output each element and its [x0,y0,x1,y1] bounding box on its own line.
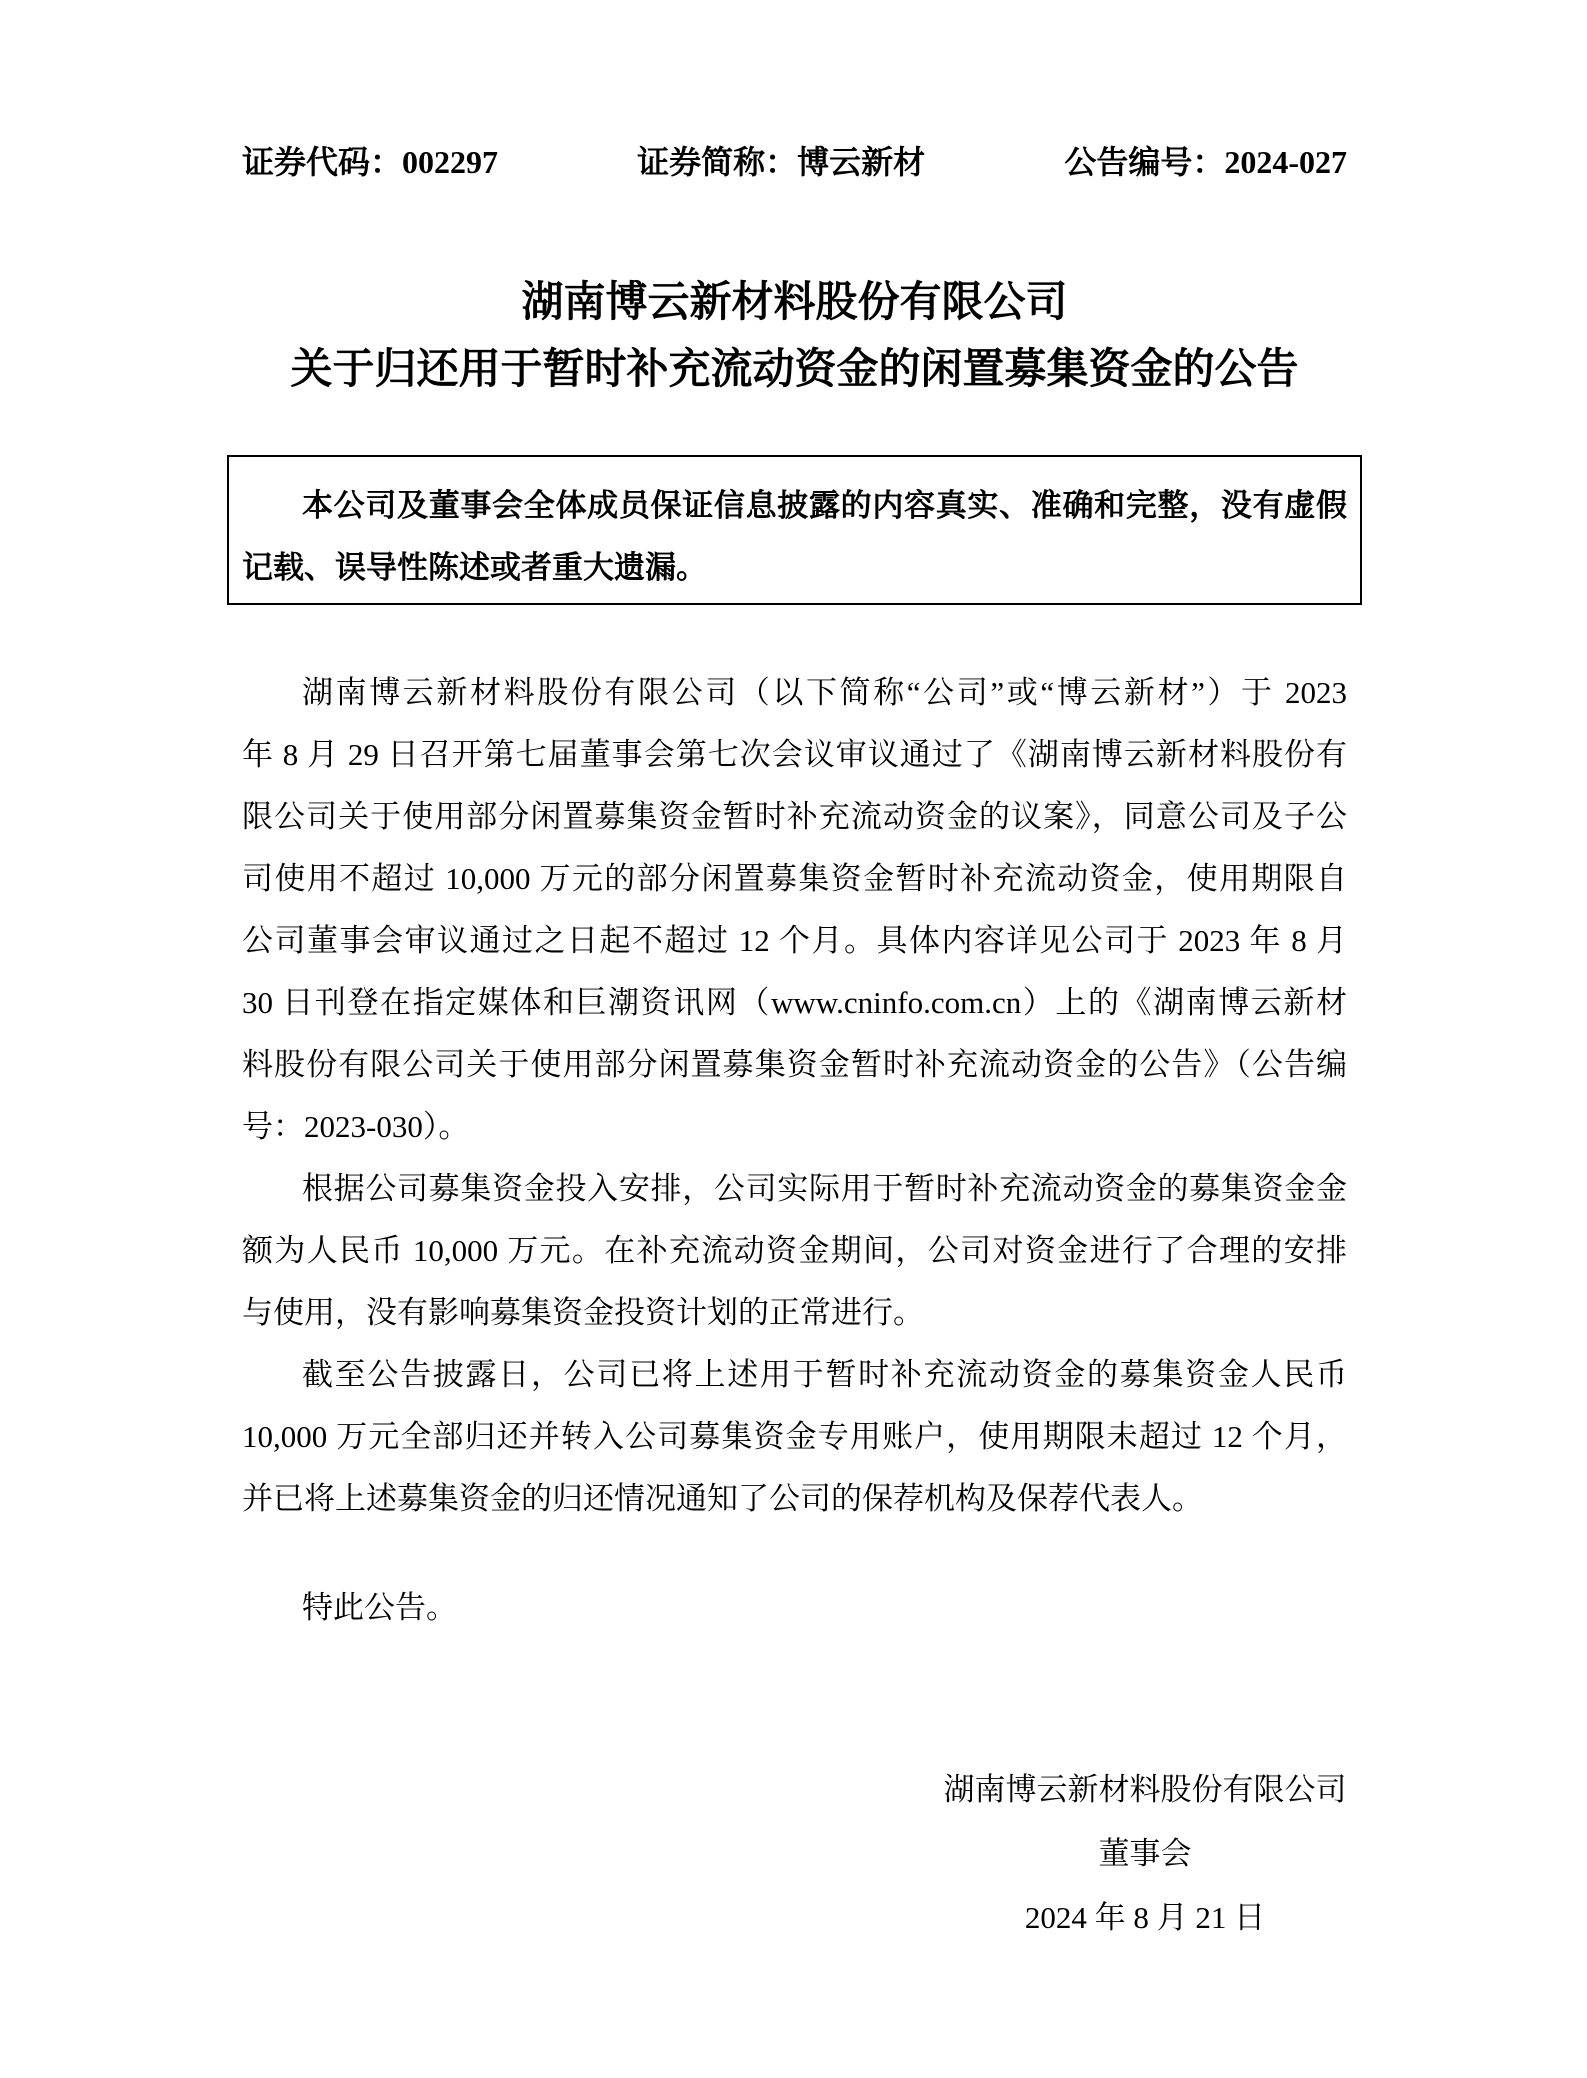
body-line: 截至公告披露日，公司已将上述用于暂时补充流动资金的募集资金人民币 [302,1357,1347,1392]
body-line: 年 8 月 29 日召开第七届董事会第七次会议审议通过了《湖南博云新材料股份有 [242,737,1347,772]
signature-company: 湖南博云新材料股份有限公司 [943,1772,1347,1807]
paragraph-closing [242,1577,1347,1639]
body-line: 料股份有限公司关于使用部分闲置募集资金暂时补充流动资金的公告》（公告编 [242,1047,1347,1082]
disclaimer-box [227,455,1362,605]
paragraph-2 [242,1158,1347,1344]
body-line: 根据公司募集资金投入安排，公司实际用于暂时补充流动资金的募集资金金 [302,1171,1347,1206]
paragraph-1 [242,662,1347,1158]
paragraph-3 [242,1344,1347,1530]
signature-board: 董事会 [1098,1836,1192,1871]
disclaimer-line: 记载、误导性陈述或者重大遗漏。 [242,550,707,585]
announcement-number-label: 公告编号：2024-027 [1064,144,1347,180]
body-line: 号：2023-030）。 [242,1109,470,1144]
company-name-title: 湖南博云新材料股份有限公司 [521,280,1068,326]
stock-abbr-label: 证券简称：博云新材 [637,144,926,180]
body-line: 公司董事会审议通过之日起不超过 12 个月。具体内容详见公司于 2023 年 8 月 [242,923,1347,958]
body-line: 额为人民币 10,000 万元。在补充流动资金期间，公司对资金进行了合理的安排 [242,1233,1347,1268]
body-line: 30 日刊登在指定媒体和巨潮资讯网（www.cninfo.com.cn）上的《湖南博云新材 [242,985,1347,1020]
document-title [227,270,1362,404]
body-line: 限公司关于使用部分闲置募集资金暂时补充流动资金的议案》，同意公司及子公 [242,799,1347,834]
body-line: 司使用不超过 10,000 万元的部分闲置募集资金暂时补充流动资金，使用期限自 [242,861,1347,896]
body-line: 湖南博云新材料股份有限公司（以下简称“公司”或“博云新材”）于 2023 [302,675,1347,710]
announcement-title: 关于归还用于暂时补充流动资金的闲置募集资金的公告 [290,347,1299,393]
body-line: 并已将上述募集资金的归还情况通知了公司的保荐机构及保荐代表人。 [242,1481,1203,1516]
body-line: 特此公告。 [302,1590,457,1625]
disclaimer-line: 本公司及董事会全体成员保证信息披露的内容真实、准确和完整，没有虚假 [302,488,1347,523]
stock-code-label: 证券代码：002297 [242,144,499,180]
body-line: 与使用，没有影响募集资金投资计划的正常进行。 [242,1295,924,1330]
signature-block [845,1758,1445,1950]
body-line: 10,000 万元全部归还并转入公司募集资金专用账户，使用期限未超过 12 个月， [242,1419,1347,1454]
body-text [242,662,1347,1639]
document-header [242,131,1347,193]
signature-date: 2024 年 8 月 21 日 [1024,1900,1266,1935]
